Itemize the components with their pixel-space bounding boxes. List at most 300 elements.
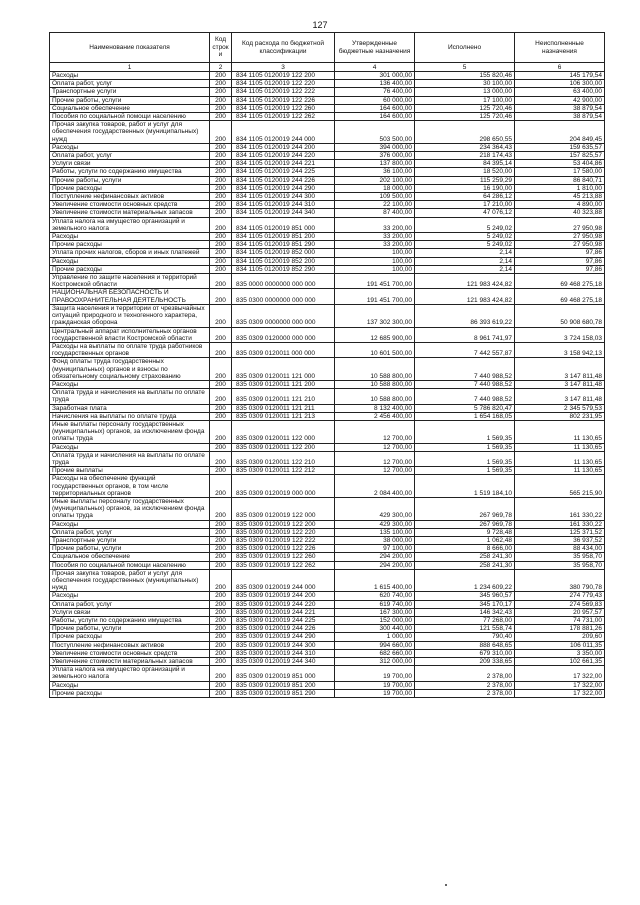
row-approved: 994 660,00 [335, 641, 415, 649]
row-unexecuted: 178 881,26 [515, 625, 605, 633]
table-row [50, 451, 605, 466]
row-line-code: 200 [210, 342, 232, 357]
row-executed: 115 259,29 [415, 176, 515, 184]
row-unexecuted: 159 635,57 [515, 143, 605, 151]
table-row [50, 420, 605, 443]
row-budget-code: 834 1105 0120019 851 290 [232, 241, 335, 249]
row-executed: 1 654 168,05 [415, 412, 515, 420]
row-budget-code: 835 0309 0120019 122 260 [232, 553, 335, 561]
table-header-row [50, 33, 605, 63]
row-budget-code: 835 0309 0120019 244 000 [232, 569, 335, 592]
header-name: Наименование показателя [50, 33, 210, 63]
row-approved: 12 700,00 [335, 467, 415, 475]
table-row [50, 625, 605, 633]
row-approved: 620 740,00 [335, 592, 415, 600]
row-budget-code: 834 1105 0120019 851 000 [232, 217, 335, 232]
row-approved: 10 588 800,00 [335, 380, 415, 388]
row-line-code: 200 [210, 617, 232, 625]
row-budget-code: 834 1105 0120019 244 300 [232, 193, 335, 201]
row-approved: 191 451 700,00 [335, 274, 415, 289]
row-unexecuted: 3 147 811,48 [515, 358, 605, 381]
row-name: Транспортные услуги [50, 88, 210, 96]
row-unexecuted: 69 468 275,18 [515, 289, 605, 304]
row-line-code: 200 [210, 249, 232, 257]
row-name: Расходы [50, 233, 210, 241]
table-row [50, 257, 605, 265]
row-unexecuted: 380 790,78 [515, 569, 605, 592]
row-budget-code: 835 0309 0120019 122 262 [232, 561, 335, 569]
row-budget-code: 835 0309 0120019 000 000 [232, 475, 335, 498]
table-row [50, 304, 605, 327]
table-row [50, 72, 605, 80]
row-approved: 167 300,00 [335, 608, 415, 616]
row-budget-code: 834 1105 0120019 852 290 [232, 265, 335, 273]
row-name: Расходы на выплаты по оплате труда работников государственных органов [50, 342, 210, 357]
row-executed: 125 720,46 [415, 104, 515, 112]
row-executed: 121 983 424,82 [415, 289, 515, 304]
row-unexecuted: 106 300,00 [515, 80, 605, 88]
row-name: Оплата работ, услуг [50, 152, 210, 160]
row-approved: 682 660,00 [335, 649, 415, 657]
row-name: Уплата прочих налогов, сборов и иных платежей [50, 249, 210, 257]
row-executed: 218 174,43 [415, 152, 515, 160]
table-row [50, 467, 605, 475]
row-line-code: 200 [210, 625, 232, 633]
row-budget-code: 835 0309 0120011 121 211 [232, 404, 335, 412]
row-line-code: 200 [210, 143, 232, 151]
row-name: НАЦИОНАЛЬНАЯ БЕЗОПАСНОСТЬ И ПРАВООХРАНИТЕЛЬНАЯ ДЕЯТЕЛЬНОСТЬ [50, 289, 210, 304]
row-unexecuted: 27 950,98 [515, 233, 605, 241]
row-executed: 7 440 988,52 [415, 380, 515, 388]
row-line-code: 200 [210, 689, 232, 697]
row-approved: 191 451 700,00 [335, 289, 415, 304]
row-executed: 5 249,02 [415, 233, 515, 241]
budget-execution-table [49, 32, 605, 698]
row-budget-code: 834 1105 0120019 122 200 [232, 72, 335, 80]
row-line-code: 200 [210, 289, 232, 304]
row-approved: 97 100,00 [335, 545, 415, 553]
row-line-code: 200 [210, 592, 232, 600]
row-budget-code: 835 0300 0000000 000 000 [232, 289, 335, 304]
row-executed: 888 648,65 [415, 641, 515, 649]
row-name: Расходы [50, 443, 210, 451]
row-approved: 12 700,00 [335, 443, 415, 451]
row-name: Иные выплаты персоналу государственных (муниципальных) органов, за исключением фонда оплаты труда [50, 497, 210, 520]
row-line-code: 200 [210, 545, 232, 553]
row-executed: 2,14 [415, 265, 515, 273]
row-name: Расходы [50, 520, 210, 528]
row-name: Прочая закупка товаров, работ и услуг для обеспечения государственных (муниципальных) нужд [50, 569, 210, 592]
row-unexecuted: 274 569,83 [515, 600, 605, 608]
row-line-code: 200 [210, 608, 232, 616]
row-budget-code: 835 0309 0120019 122 200 [232, 520, 335, 528]
row-name: Расходы [50, 257, 210, 265]
row-approved: 1 615 400,00 [335, 569, 415, 592]
row-name: Расходы [50, 72, 210, 80]
row-line-code: 200 [210, 536, 232, 544]
table-row [50, 289, 605, 304]
row-executed: 7 440 988,52 [415, 358, 515, 381]
row-line-code: 200 [210, 274, 232, 289]
table-body [50, 72, 605, 698]
table-row [50, 545, 605, 553]
table-row [50, 666, 605, 681]
row-budget-code: 835 0309 0120011 122 200 [232, 443, 335, 451]
row-line-code: 200 [210, 641, 232, 649]
row-unexecuted: 3 158 942,13 [515, 342, 605, 357]
column-number: 2 [210, 63, 232, 72]
row-executed: 30 100,00 [415, 80, 515, 88]
row-budget-code: 834 1105 0120019 122 262 [232, 113, 335, 121]
row-line-code: 200 [210, 412, 232, 420]
row-budget-code: 835 0309 0120019 122 220 [232, 528, 335, 536]
row-line-code: 200 [210, 528, 232, 536]
row-approved: 619 740,00 [335, 600, 415, 608]
row-line-code: 200 [210, 497, 232, 520]
row-executed: 2,14 [415, 257, 515, 265]
row-unexecuted: 11 130,65 [515, 467, 605, 475]
table-row [50, 96, 605, 104]
row-executed: 16 190,00 [415, 184, 515, 192]
row-budget-code: 834 1105 0120019 852 000 [232, 249, 335, 257]
row-approved: 109 500,00 [335, 193, 415, 201]
row-approved: 19 700,00 [335, 666, 415, 681]
row-budget-code: 834 1105 0120019 244 340 [232, 209, 335, 217]
row-executed: 267 969,78 [415, 520, 515, 528]
row-executed: 2 378,00 [415, 666, 515, 681]
row-line-code: 200 [210, 104, 232, 112]
row-approved: 87 400,00 [335, 209, 415, 217]
row-budget-code: 834 1105 0120019 244 200 [232, 143, 335, 151]
row-unexecuted: 274 779,43 [515, 592, 605, 600]
row-line-code: 200 [210, 88, 232, 96]
row-name: Оплата труда и начисления на выплаты по оплате труда [50, 451, 210, 466]
table-row [50, 152, 605, 160]
row-line-code: 200 [210, 475, 232, 498]
table-row [50, 681, 605, 689]
row-unexecuted: 38 879,54 [515, 113, 605, 121]
table-row [50, 193, 605, 201]
row-name: Прочие работы, услуги [50, 545, 210, 553]
row-line-code: 200 [210, 72, 232, 80]
row-line-code: 200 [210, 600, 232, 608]
row-unexecuted: 97,86 [515, 249, 605, 257]
row-executed: 77 268,00 [415, 617, 515, 625]
header-approved: Утвержденные бюджетные назначения [335, 33, 415, 63]
row-executed: 146 342,43 [415, 608, 515, 616]
row-unexecuted: 53 404,86 [515, 160, 605, 168]
row-executed: 2 378,00 [415, 689, 515, 697]
row-budget-code: 835 0309 0120011 000 000 [232, 342, 335, 357]
table-row [50, 443, 605, 451]
row-line-code: 200 [210, 404, 232, 412]
row-executed: 13 000,00 [415, 88, 515, 96]
row-approved: 376 000,00 [335, 152, 415, 160]
row-executed: 267 969,78 [415, 497, 515, 520]
row-budget-code: 835 0309 0120019 244 226 [232, 625, 335, 633]
row-unexecuted: 1 810,00 [515, 184, 605, 192]
row-line-code: 200 [210, 160, 232, 168]
row-name: Работы, услуги по содержанию имущества [50, 617, 210, 625]
row-unexecuted: 97,86 [515, 257, 605, 265]
row-line-code: 200 [210, 168, 232, 176]
row-budget-code: 835 0309 0120019 244 220 [232, 600, 335, 608]
row-line-code: 200 [210, 241, 232, 249]
row-approved: 1 000,00 [335, 633, 415, 641]
row-approved: 137 302 300,00 [335, 304, 415, 327]
row-line-code: 200 [210, 467, 232, 475]
row-executed: 1 569,35 [415, 451, 515, 466]
row-line-code: 200 [210, 649, 232, 657]
row-unexecuted: 40 323,88 [515, 209, 605, 217]
table-row [50, 265, 605, 273]
table-row [50, 528, 605, 536]
row-budget-code: 834 1105 0120019 244 225 [232, 168, 335, 176]
row-line-code: 200 [210, 152, 232, 160]
row-approved: 164 600,00 [335, 104, 415, 112]
row-approved: 12 700,00 [335, 451, 415, 466]
row-budget-code: 835 0309 0120019 244 200 [232, 592, 335, 600]
row-unexecuted: 27 950,98 [515, 241, 605, 249]
row-unexecuted: 125 371,52 [515, 528, 605, 536]
row-executed: 5 249,02 [415, 217, 515, 232]
row-executed: 8 961 741,97 [415, 327, 515, 342]
table-row [50, 389, 605, 404]
row-name: Оплата работ, услуг [50, 528, 210, 536]
row-budget-code: 835 0309 0120019 851 290 [232, 689, 335, 697]
row-approved: 394 000,00 [335, 143, 415, 151]
row-name: Расходы [50, 380, 210, 388]
row-name: Расходы [50, 592, 210, 600]
row-executed: 5 786 820,47 [415, 404, 515, 412]
row-approved: 38 000,00 [335, 536, 415, 544]
row-budget-code: 835 0309 0120019 122 222 [232, 536, 335, 544]
row-name: Иные выплаты персоналу государственных (муниципальных) органов, за исключением фонда оплаты труда [50, 420, 210, 443]
row-budget-code: 835 0309 0120019 244 340 [232, 658, 335, 666]
row-line-code: 200 [210, 327, 232, 342]
row-line-code: 200 [210, 569, 232, 592]
row-executed: 345 960,57 [415, 592, 515, 600]
row-name: Увеличение стоимости материальных запасов [50, 658, 210, 666]
row-budget-code: 835 0309 0120019 244 290 [232, 633, 335, 641]
row-unexecuted: 565 215,90 [515, 475, 605, 498]
row-executed: 5 249,02 [415, 241, 515, 249]
row-approved: 10 601 500,00 [335, 342, 415, 357]
row-line-code: 200 [210, 209, 232, 217]
row-line-code: 200 [210, 113, 232, 121]
row-line-code: 200 [210, 257, 232, 265]
row-budget-code: 835 0309 0120019 851 000 [232, 666, 335, 681]
row-budget-code: 835 0309 0120011 121 213 [232, 412, 335, 420]
row-unexecuted: 42 900,00 [515, 96, 605, 104]
row-budget-code: 835 0309 0120019 244 225 [232, 617, 335, 625]
column-number: 4 [335, 63, 415, 72]
row-approved: 33 200,00 [335, 233, 415, 241]
table-row [50, 536, 605, 544]
row-executed: 345 170,17 [415, 600, 515, 608]
row-name: Прочие расходы [50, 689, 210, 697]
table-row [50, 358, 605, 381]
row-budget-code: 835 0309 0120019 244 221 [232, 608, 335, 616]
header-line-code: Код строк и [210, 33, 232, 63]
row-approved: 18 000,00 [335, 184, 415, 192]
table-row [50, 184, 605, 192]
row-unexecuted: 145 179,54 [515, 72, 605, 80]
row-line-code: 200 [210, 666, 232, 681]
row-executed: 8 666,00 [415, 545, 515, 553]
row-unexecuted: 50 908 680,78 [515, 304, 605, 327]
row-approved: 294 200,00 [335, 553, 415, 561]
row-budget-code: 834 1105 0120019 244 220 [232, 152, 335, 160]
row-executed: 258 241,30 [415, 561, 515, 569]
table-row [50, 553, 605, 561]
row-name: Управление по защите населения и территорий Костромской области [50, 274, 210, 289]
row-line-code: 200 [210, 121, 232, 144]
row-approved: 135 100,00 [335, 528, 415, 536]
row-line-code: 200 [210, 389, 232, 404]
row-executed: 1 569,35 [415, 420, 515, 443]
row-unexecuted: 106 011,35 [515, 641, 605, 649]
row-executed: 47 076,12 [415, 209, 515, 217]
row-line-code: 200 [210, 201, 232, 209]
row-unexecuted: 102 661,35 [515, 658, 605, 666]
row-name: Заработная плата [50, 404, 210, 412]
table-row [50, 143, 605, 151]
row-name: Защита населения и территории от чрезвычайных ситуаций природного и техногенного характера, гражданская оборона [50, 304, 210, 327]
row-line-code: 200 [210, 304, 232, 327]
row-executed: 234 364,43 [415, 143, 515, 151]
table-row [50, 160, 605, 168]
row-approved: 100,00 [335, 249, 415, 257]
row-budget-code: 835 0309 0120019 122 226 [232, 545, 335, 553]
row-approved: 136 400,00 [335, 80, 415, 88]
row-approved: 33 200,00 [335, 217, 415, 232]
row-name: Расходы [50, 681, 210, 689]
row-budget-code: 835 0309 0120019 122 000 [232, 497, 335, 520]
row-unexecuted: 157 825,57 [515, 152, 605, 160]
row-executed: 84 395,14 [415, 160, 515, 168]
table-row [50, 569, 605, 592]
page-number: 127 [312, 20, 328, 30]
row-unexecuted: 35 958,70 [515, 561, 605, 569]
row-budget-code: 834 1105 0120019 244 290 [232, 184, 335, 192]
row-line-code: 200 [210, 80, 232, 88]
row-line-code: 200 [210, 265, 232, 273]
row-budget-code: 834 1105 0120019 122 260 [232, 104, 335, 112]
row-unexecuted: 4 890,00 [515, 201, 605, 209]
row-name: Увеличение стоимости материальных запасов [50, 209, 210, 217]
row-unexecuted: 35 958,70 [515, 553, 605, 561]
row-approved: 12 700,00 [335, 420, 415, 443]
row-executed: 17 210,00 [415, 201, 515, 209]
row-approved: 312 000,00 [335, 658, 415, 666]
row-executed: 7 442 557,87 [415, 342, 515, 357]
row-line-code: 200 [210, 520, 232, 528]
table-row [50, 592, 605, 600]
row-executed: 1 062,48 [415, 536, 515, 544]
row-executed: 790,40 [415, 633, 515, 641]
table-row [50, 689, 605, 697]
row-line-code: 200 [210, 633, 232, 641]
table-row [50, 633, 605, 641]
row-name: Прочие работы, услуги [50, 625, 210, 633]
row-approved: 76 400,00 [335, 88, 415, 96]
row-executed: 155 820,46 [415, 72, 515, 80]
table-row [50, 80, 605, 88]
row-name: Прочие работы, услуги [50, 96, 210, 104]
row-approved: 19 700,00 [335, 689, 415, 697]
row-unexecuted: 11 130,65 [515, 420, 605, 443]
row-approved: 164 600,00 [335, 113, 415, 121]
column-number: 6 [515, 63, 605, 72]
row-unexecuted: 204 849,45 [515, 121, 605, 144]
table-row [50, 497, 605, 520]
row-executed: 2,14 [415, 249, 515, 257]
row-executed: 17 100,00 [415, 96, 515, 104]
row-budget-code: 834 1105 0120019 852 200 [232, 257, 335, 265]
row-approved: 300 440,00 [335, 625, 415, 633]
row-line-code: 200 [210, 420, 232, 443]
row-budget-code: 835 0309 0120011 121 210 [232, 389, 335, 404]
row-unexecuted: 17 580,00 [515, 168, 605, 176]
row-line-code: 200 [210, 658, 232, 666]
row-budget-code: 835 0309 0120011 121 200 [232, 380, 335, 388]
row-line-code: 200 [210, 193, 232, 201]
row-budget-code: 835 0309 0000000 000 000 [232, 304, 335, 327]
table-row [50, 233, 605, 241]
row-executed: 258 241,30 [415, 553, 515, 561]
table-row [50, 121, 605, 144]
table-row [50, 249, 605, 257]
row-budget-code: 834 1105 0120019 244 226 [232, 176, 335, 184]
row-unexecuted: 161 330,22 [515, 497, 605, 520]
row-approved: 294 200,00 [335, 561, 415, 569]
row-budget-code: 834 1105 0120019 244 000 [232, 121, 335, 144]
row-unexecuted: 86 840,71 [515, 176, 605, 184]
row-approved: 36 100,00 [335, 168, 415, 176]
row-name: Прочие расходы [50, 184, 210, 192]
row-unexecuted: 17 322,00 [515, 681, 605, 689]
table-row [50, 520, 605, 528]
row-unexecuted: 3 350,00 [515, 649, 605, 657]
row-name: Прочая закупка товаров, работ и услуг для обеспечения государственных (муниципальных) нужд [50, 121, 210, 144]
table-row [50, 168, 605, 176]
row-approved: 2 456 400,00 [335, 412, 415, 420]
row-unexecuted: 74 731,00 [515, 617, 605, 625]
row-unexecuted: 209,60 [515, 633, 605, 641]
row-line-code: 200 [210, 96, 232, 104]
table-row [50, 209, 605, 217]
column-number: 3 [232, 63, 335, 72]
table-row [50, 608, 605, 616]
row-line-code: 200 [210, 176, 232, 184]
row-budget-code: 834 1105 0120019 122 222 [232, 88, 335, 96]
row-unexecuted: 69 468 275,18 [515, 274, 605, 289]
row-approved: 2 084 400,00 [335, 475, 415, 498]
table-row [50, 342, 605, 357]
row-name: Оплата работ, услуг [50, 80, 210, 88]
row-executed: 2 378,00 [415, 681, 515, 689]
row-name: Прочие расходы [50, 265, 210, 273]
table-row [50, 600, 605, 608]
row-budget-code: 834 1105 0120019 851 200 [232, 233, 335, 241]
row-budget-code: 835 0309 0120011 122 212 [232, 467, 335, 475]
row-approved: 10 588 800,00 [335, 389, 415, 404]
row-executed: 18 520,00 [415, 168, 515, 176]
row-approved: 8 132 400,00 [335, 404, 415, 412]
row-executed: 298 650,55 [415, 121, 515, 144]
row-approved: 137 800,00 [335, 160, 415, 168]
